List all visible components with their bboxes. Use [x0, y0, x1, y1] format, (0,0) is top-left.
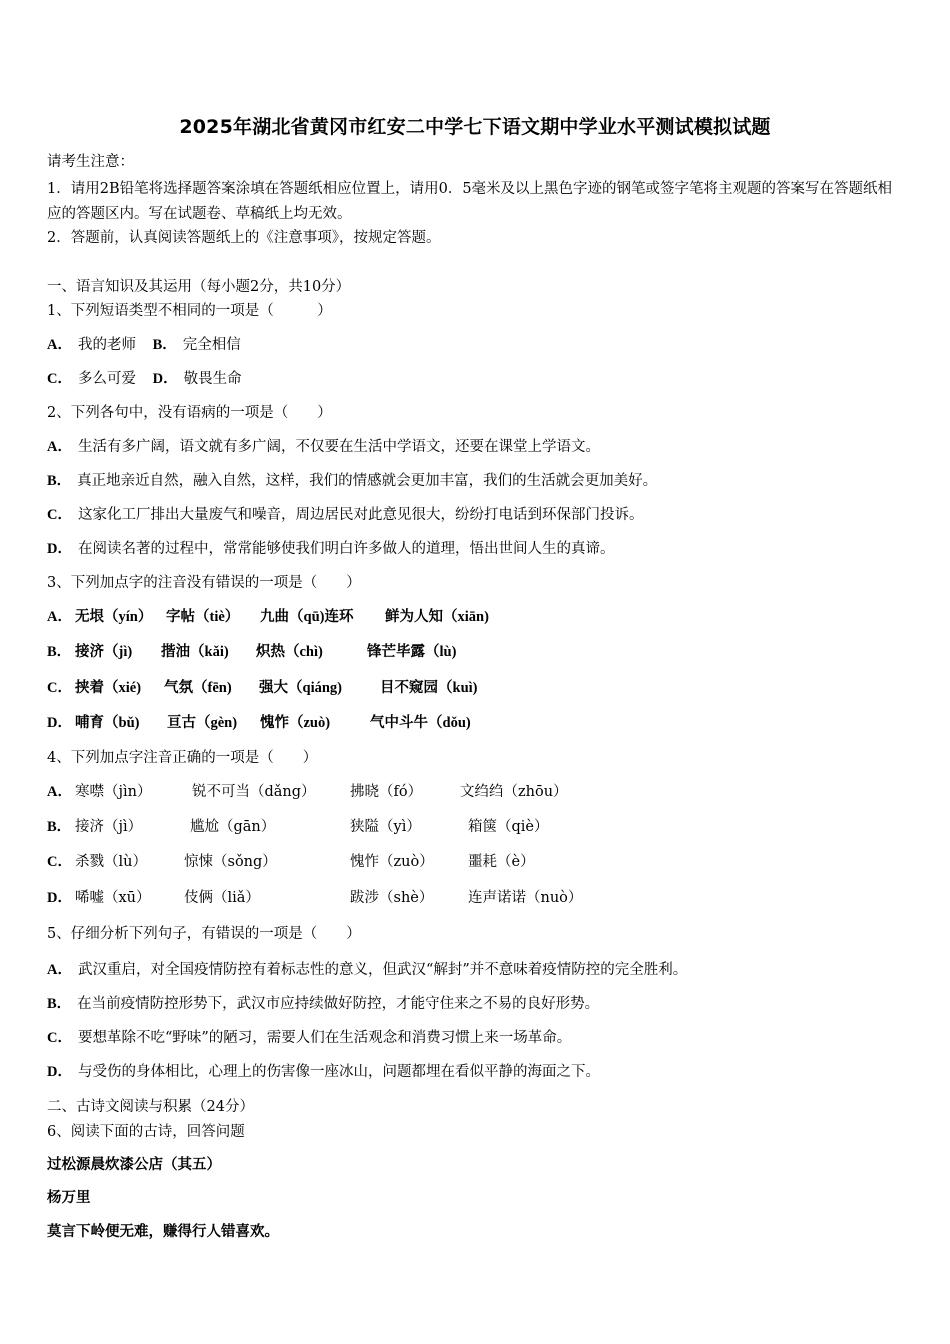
q3-option-d-word4: 气中斗牛（dǒu) [370, 715, 471, 731]
q2-option-c-text: 这家化工厂排出大量废气和噪音，周边居民对此意见很大，纷纷打电话到环保部门投诉。 [77, 507, 644, 523]
q1-options-row1 [47, 335, 241, 355]
q3-option-c-word1: 挟着（xié) [75, 680, 142, 696]
section1-heading: 一、语言知识及其运用（每小题2分，共10分） [47, 279, 351, 295]
q3-option-a-word3: 九曲（qū)连环 [260, 609, 354, 625]
q1-option-b: 完全相信 [182, 337, 241, 353]
page-title: 2025年湖北省黄冈市红安二中学七下语文期中学业水平测试模拟试题 [179, 116, 771, 138]
q3-option-a-word1: 无垠（yín） [75, 609, 153, 625]
q4-option-a-word1: 寒噤（jìn） [75, 784, 152, 800]
q2-option-c [47, 505, 643, 525]
q4-option-a-word4: 文绉绉（zhōu） [460, 784, 568, 800]
q4-option-a-word2: 锐不可当（dǎng） [192, 784, 316, 800]
q3-option-b-label: B． [47, 644, 72, 660]
q1-option-b-label: B． [152, 337, 177, 353]
q2-option-b [47, 471, 657, 491]
q4-option-b-word3: 狭隘（yì） [350, 819, 421, 835]
q3-option-b-word2: 揩油（kǎi) [161, 644, 229, 660]
q1-option-d: 敬畏生命 [183, 371, 242, 387]
q4-option-c-word2: 惊悚（sǒng） [184, 854, 277, 870]
q5-option-d-text: 与受伤的身体相比，心理上的伤害像一座冰山，问题都埋在看似平静的海面之下。 [77, 1064, 600, 1080]
q2-stem: 2、下列各句中，没有语病的一项是（ ） [47, 405, 332, 421]
q5-option-a-label: A． [47, 962, 72, 978]
section2-heading: 二、古诗文阅读与积累（24分） [47, 1099, 254, 1115]
q2-option-b-text: 真正地亲近自然，融入自然，这样，我们的情感就会更加丰富，我们的生活就会更加美好。 [77, 473, 658, 489]
q1-option-a-label: A． [47, 337, 72, 353]
q4-option-c-word1: 杀戮（lù） [75, 854, 147, 870]
q4-option-b-word1: 接济（jì） [75, 819, 143, 835]
q2-option-b-label: B． [47, 473, 72, 489]
q3-option-a-word2: 字帖（tiè） [166, 609, 240, 625]
q3-option-c-label: C． [47, 680, 72, 696]
q5-option-b-text: 在当前疫情防控形势下，武汉市应持续做好防控，才能守住来之不易的良好形势。 [77, 996, 600, 1012]
q5-option-b-label: B． [47, 996, 72, 1012]
q2-option-c-label: C． [47, 507, 72, 523]
q5-option-a [47, 960, 687, 980]
q3-option-b-word1: 接济（jì) [75, 644, 133, 660]
q3-option-d-word1: 哺育（bǔ) [75, 715, 140, 731]
q5-option-a-text: 武汉重启，对全国疫情防控有着标志性的意义，但武汉“解封”并不意味着疫情防控的完全胜利。 [77, 962, 688, 978]
q3-option-d-label: D． [47, 715, 72, 731]
q4-option-b-word2: 尴尬（gān） [190, 819, 276, 835]
notice-item-1: 1．请用2B铅笔将选择题答案涂填在答题纸相应位置上，请用0．5毫米及以上黑色字迹的钢笔或签字笔将主观题的答案写在答题纸相应的答题区内。写在试题卷、草稿纸上均无效。 [47, 181, 893, 222]
q4-option-d-word1: 唏嘘（xū） [75, 890, 151, 906]
q4-option-b-word4: 箱箧（qiè） [468, 819, 549, 835]
q3-option-c-word2: 气氛（fēn) [164, 680, 232, 696]
q5-option-d-label: D． [47, 1064, 72, 1080]
q1-stem: 1、下列短语类型不相同的一项是（ ） [47, 303, 332, 319]
q1-option-c-label: C． [47, 371, 72, 387]
q4-option-c-label: C． [47, 854, 72, 870]
q4-option-a-label: A． [47, 784, 72, 800]
q1-option-d-label: D． [152, 371, 178, 387]
q1-options-row2 [47, 369, 242, 389]
q4-stem: 4、下列加点字注音正确的一项是（ ） [47, 750, 318, 766]
poem-line-1: 莫言下岭便无难，赚得行人错喜欢。 [47, 1223, 279, 1240]
q2-option-d-label: D． [47, 541, 72, 557]
notice-item-2: 2．答题前，认真阅读答题纸上的《注意事项》，按规定答题。 [47, 230, 441, 246]
q4-option-c-word3: 愧怍（zuò） [350, 854, 434, 870]
poem-author: 杨万里 [47, 1189, 91, 1206]
q3-stem: 3、下列加点字的注音没有错误的一项是（ ） [47, 575, 361, 591]
q4-option-b-label: B． [47, 819, 72, 835]
q2-option-d-text: 在阅读名著的过程中，常常能够使我们明白许多做人的道理，悟出世间人生的真谛。 [77, 541, 615, 557]
q4-option-d-word4: 连声诺诺（nuò） [468, 890, 583, 906]
q5-option-c [47, 1028, 571, 1048]
q5-stem: 5、仔细分析下列句子，有错误的一项是（ ） [47, 926, 361, 942]
q3-option-d-word2: 亘古（gèn) [167, 715, 238, 731]
q4-option-c-word4: 噩耗（è） [468, 854, 535, 870]
q4-option-d-label: D． [47, 890, 72, 906]
q3-option-b-word3: 炽热（chì) [256, 644, 323, 660]
q3-option-c-word3: 强大（qiáng) [259, 680, 342, 696]
q5-option-b [47, 994, 599, 1014]
q3-option-a-word4: 鲜为人知（xiān) [385, 609, 489, 625]
q5-option-c-text: 要想革除不吃“野味”的陋习，需要人们在生活观念和消费习惯上来一场革命。 [77, 1030, 572, 1046]
q3-option-d-word3: 愧怍（zuò) [260, 715, 331, 731]
q2-option-a-label: A． [47, 439, 72, 455]
q2-option-a [47, 437, 600, 457]
q3-option-b-word4: 锋芒毕露（lù) [367, 644, 457, 660]
q4-option-a-word3: 拂晓（fó） [350, 784, 423, 800]
q5-option-d [47, 1062, 600, 1082]
notice-heading: 请考生注意： [47, 154, 134, 170]
q6-stem: 6、阅读下面的古诗，回答问题 [47, 1124, 245, 1140]
q2-option-a-text: 生活有多广阔，语文就有多广阔，不仅要在生活中学语文，还要在课堂上学语文。 [77, 439, 600, 455]
poem-title: 过松源晨炊漆公店（其五） [47, 1156, 221, 1173]
q5-option-c-label: C． [47, 1030, 72, 1046]
q3-option-c-word4: 目不窥园（kuì) [380, 680, 478, 696]
q4-option-d-word2: 伎俩（liǎ） [184, 890, 260, 906]
q3-option-a-label: A． [47, 609, 72, 625]
q1-option-c: 多么可爱 [77, 371, 136, 387]
q1-option-a: 我的老师 [77, 337, 136, 353]
q4-option-d-word3: 跋涉（shè） [350, 890, 434, 906]
q2-option-d [47, 539, 614, 559]
